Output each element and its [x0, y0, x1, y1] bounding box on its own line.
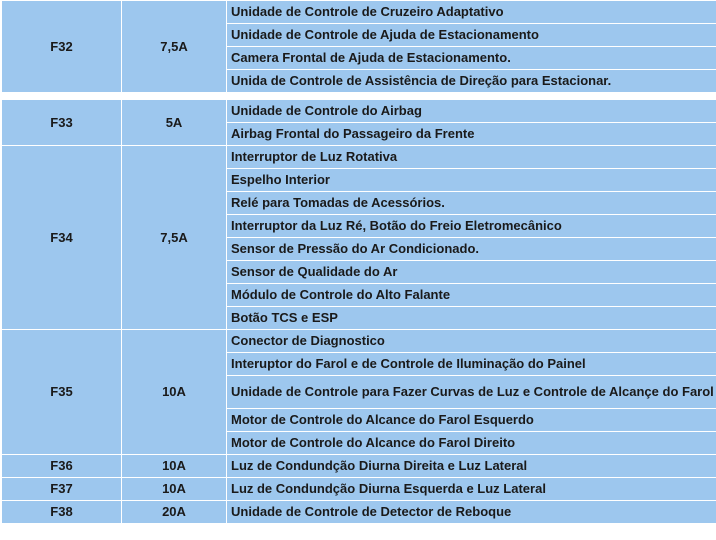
fuse-circuit-description: Interruptor de Luz Rotativa [227, 146, 716, 169]
table-row [2, 478, 716, 501]
fuse-number: F33 [2, 100, 122, 146]
fuse-table-bottom [1, 99, 716, 524]
fuse-circuit-description: Unidade de Controle de Ajuda de Estacionamento [227, 24, 716, 47]
fuse-amperage: 7,5A [122, 146, 227, 330]
fuse-table-top [1, 0, 716, 93]
fuse-circuit-description: Camera Frontal de Ajuda de Estacionamento. [227, 47, 716, 70]
fuse-circuit-description: Luz de Condundção Diurna Direita e Luz Lateral [227, 455, 716, 478]
fuse-circuit-description: Botão TCS e ESP [227, 307, 716, 330]
fuse-circuit-description: Sensor de Pressão do Ar Condicionado. [227, 238, 716, 261]
fuse-amperage: 10A [122, 330, 227, 455]
table-row [2, 455, 716, 478]
table-row [2, 146, 716, 169]
fuse-amperage: 20A [122, 501, 227, 524]
fuse-amperage: 5A [122, 100, 227, 146]
fuse-number: F38 [2, 501, 122, 524]
fuse-circuit-description: Unidade de Controle do Airbag [227, 100, 716, 123]
fuse-amperage: 7,5A [122, 1, 227, 93]
table-row [2, 1, 716, 24]
fuse-circuit-description: Unidade de Controle de Detector de Reboque [227, 501, 716, 524]
fuse-circuit-description: Conector de Diagnostico [227, 330, 716, 353]
fuse-circuit-description: Interuptor do Farol e de Controle de Iluminação do Painel [227, 353, 716, 376]
fuse-number: F36 [2, 455, 122, 478]
fuse-amperage: 10A [122, 455, 227, 478]
fuse-circuit-description: Unidade de Controle de Cruzeiro Adaptativo [227, 1, 716, 24]
fuse-number: F37 [2, 478, 122, 501]
table-row [2, 330, 716, 353]
fuse-circuit-description: Airbag Frontal do Passageiro da Frente [227, 123, 716, 146]
fuse-amperage: 10A [122, 478, 227, 501]
fuse-number: F32 [2, 1, 122, 93]
fuse-circuit-description: Motor de Controle do Alcance do Farol Esquerdo [227, 409, 716, 432]
fuse-number: F35 [2, 330, 122, 455]
fuse-circuit-description: Relé para Tomadas de Acessórios. [227, 192, 716, 215]
fuse-circuit-description: Sensor de Qualidade do Ar [227, 261, 716, 284]
table-row [2, 100, 716, 123]
table-row [2, 501, 716, 524]
fuse-circuit-description: Unida de Controle de Assistência de Direção para Estacionar. [227, 70, 716, 93]
fuse-circuit-description: Unidade de Controle para Fazer Curvas de Luz e Controle de Alcançe do Farol [227, 376, 716, 409]
fuse-circuit-description: Interruptor da Luz Ré, Botão do Freio Eletromecânico [227, 215, 716, 238]
fuse-number: F34 [2, 146, 122, 330]
fuse-circuit-description: Espelho Interior [227, 169, 716, 192]
fuse-circuit-description: Luz de Condundção Diurna Esquerda e Luz Lateral [227, 478, 716, 501]
fuse-circuit-description: Motor de Controle do Alcance do Farol Direito [227, 432, 716, 455]
fuse-circuit-description: Módulo de Controle do Alto Falante [227, 284, 716, 307]
